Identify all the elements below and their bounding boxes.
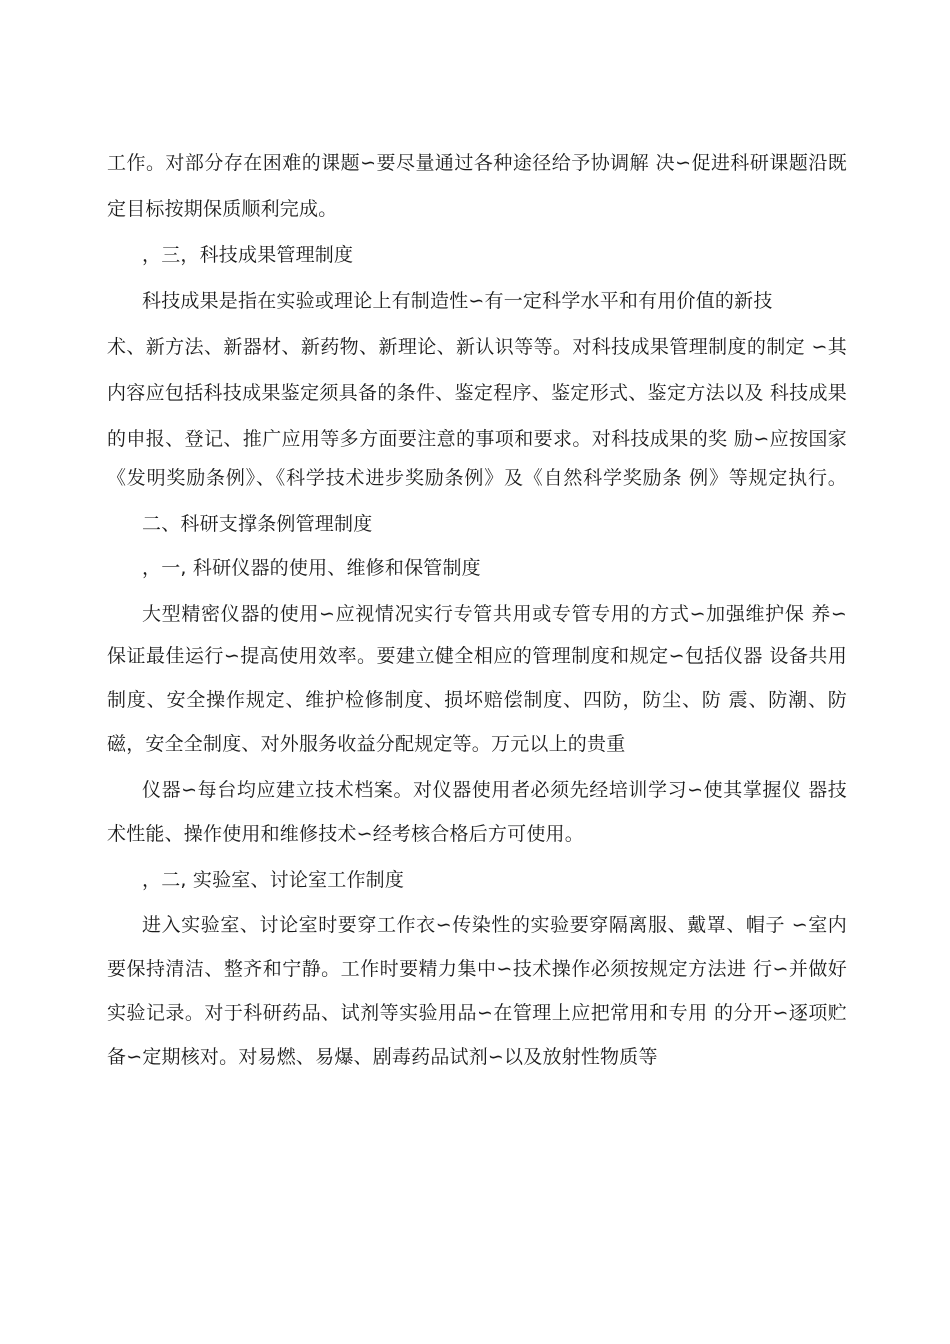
text-line: 制度、安全操作规定、维护检修制度、损坏赔偿制度、四防，防尘、防 震、防潮、防	[107, 689, 847, 711]
text-line: 大型精密仪器的使用∽应视情况实行专管共用或专管专用的方式∽加强维护保 养∽	[142, 603, 847, 625]
text-line: 要保持清洁、整齐和宁静。工作时要精力集中∽技术操作必须按规定方法进 行∽并做好	[107, 958, 847, 980]
section-heading: ，三，科技成果管理制度	[142, 244, 354, 266]
text-line: 《发明奖励条例》、《科学技术进步奖励条例》及《自然科学奖励条 例》等规定执行。	[107, 467, 847, 489]
text-line: 实验记录。对于科研药品、试剂等实验用品∽在管理上应把常用和专用 的分开∽逐项贮	[107, 1002, 847, 1024]
section-heading: 二、科研支撑条例管理制度	[142, 513, 373, 535]
text-line: 科技成果是指在实验或理论上有制造性∽有一定科学水平和有用价值的新技	[142, 290, 773, 312]
text-line: 定目标按期保质顺利完成。	[107, 198, 338, 220]
text-line: 内容应包括科技成果鉴定须具备的条件、鉴定程序、鉴定形式、鉴定方法以及 科技成果	[107, 382, 847, 404]
text-line: 仪器∽每台均应建立技术档案。对仪器使用者必须先经培训学习∽使其掌握仪 器技	[142, 779, 847, 801]
text-line: 术、新方法、新器材、新药物、新理论、新认识等等。对科技成果管理制度的制定 ∽其	[107, 336, 847, 358]
text-line: 保证最佳运行∽提高使用效率。要建立健全相应的管理制度和规定∽包括仪器 设备共用	[107, 645, 847, 667]
text-line: 进入实验室、讨论室时要穿工作衣∽传染性的实验要穿隔离服、戴罩、帽子 ∽室内	[142, 914, 847, 936]
text-line: 备∽定期核对。对易燃、易爆、剧毒药品试剂∽以及放射性物质等	[107, 1046, 658, 1068]
text-line: 磁，安全全制度、对外服务收益分配规定等。万元以上的贵重	[107, 733, 626, 755]
text-line: 的申报、登记、推广应用等多方面要注意的事项和要求。对科技成果的奖 励∽应按国家	[107, 428, 847, 450]
text-line: 工作。对部分存在困难的课题∽要尽量通过各种途径给予协调解 决∽促进科研课题沿既	[107, 152, 847, 174]
section-heading: ，一, 科研仪器的使用、维修和保管制度	[142, 557, 481, 579]
section-heading: ，二, 实验室、讨论室工作制度	[142, 869, 405, 891]
text-line: 术性能、操作使用和维修技术∽经考核合格后方可使用。	[107, 823, 584, 845]
